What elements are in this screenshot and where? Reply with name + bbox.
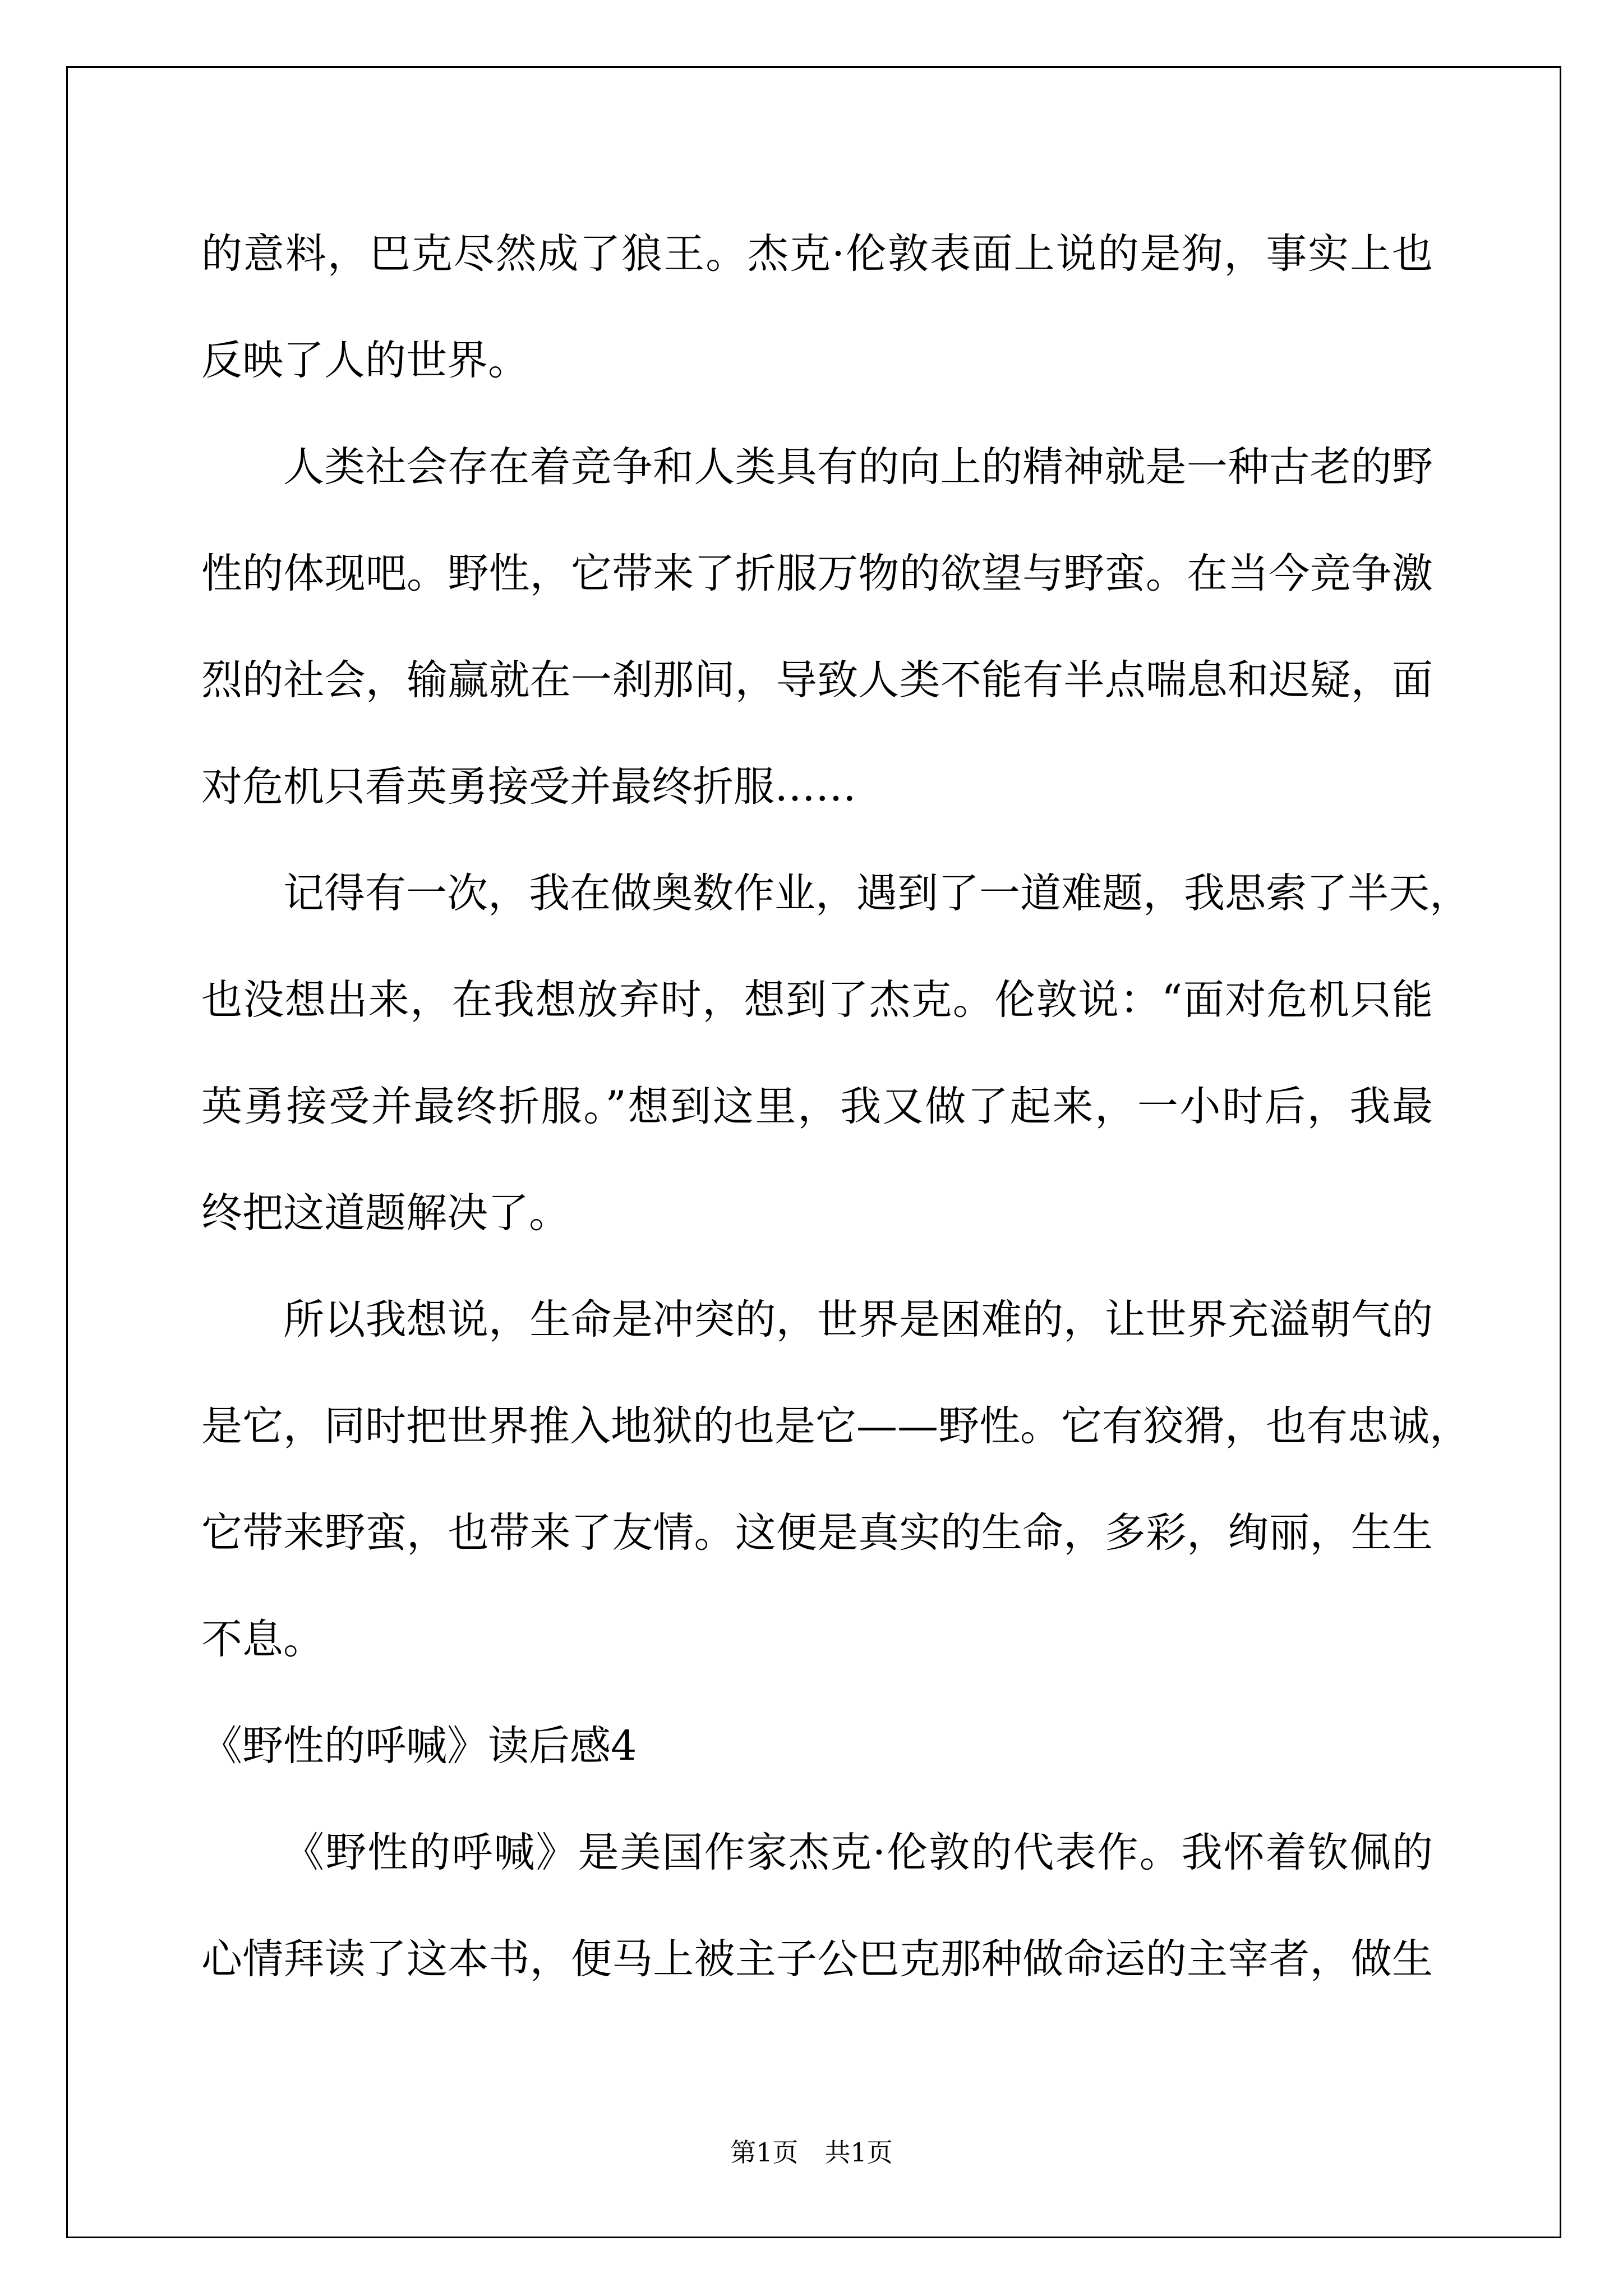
text-line: 反映了人的世界。 xyxy=(201,337,529,384)
paragraph xyxy=(201,201,1433,414)
text-line: 性的体现吧。野性，它带来了折服万物的欲望与野蛮。在当今竞争激 xyxy=(201,550,1433,597)
document-body xyxy=(201,201,1470,2013)
text-line: 终把这道题解决了。 xyxy=(201,1189,570,1237)
page-number: 第1页 xyxy=(730,2137,799,2168)
text-line: 所以我想说，生命是冲突的，世界是困难的，让世界充溢朝气的 xyxy=(283,1296,1433,1343)
paragraph xyxy=(201,1267,1470,1693)
text-line: 烈的社会，输赢就在一刹那间，导致人类不能有半点喘息和迟疑，面 xyxy=(201,656,1433,704)
text-line: 对危机只看英勇接受并最终折服…… xyxy=(201,763,856,811)
text-line: 的意料，巴克尽然成了狼王。杰克·伦敦表面上说的是狗，事实上也 xyxy=(201,230,1433,278)
text-line: 英勇接受并最终折服。”想到这里，我又做了起来，一小时后，我最 xyxy=(201,1083,1433,1130)
text-line: 不息。 xyxy=(201,1616,324,1663)
text-line: 人类社会存在着竞争和人类具有的向上的精神就是一种古老的野 xyxy=(283,443,1433,491)
text-line: 记得有一次，我在做奥数作业，遇到了一道难题，我思索了半天， xyxy=(283,869,1470,917)
page-footer xyxy=(0,2130,1623,2175)
text-line: 它带来野蛮，也带来了友情。这便是真实的生命，多彩，绚丽，生生 xyxy=(201,1509,1433,1557)
section-title: 《野性的呼喊》读后感4 xyxy=(201,1722,637,1770)
text-line: 《野性的呼喊》是美国作家杰克·伦敦的代表作。我怀着钦佩的 xyxy=(283,1829,1433,1876)
paragraph xyxy=(201,1800,1433,2013)
page-total: 共1页 xyxy=(824,2137,893,2168)
paragraph xyxy=(201,840,1470,1267)
text-line: 是它，同时把世界推入地狱的也是它——野性。它有狡猾，也有忠诚， xyxy=(201,1402,1470,1450)
text-line: 也没想出来，在我想放弃时，想到了杰克。伦敦说：“面对危机只能 xyxy=(201,976,1433,1024)
text-line: 心情拜读了这本书，便马上被主子公巴克那种做命运的主宰者，做生 xyxy=(201,1935,1433,1983)
paragraph xyxy=(201,414,1433,840)
